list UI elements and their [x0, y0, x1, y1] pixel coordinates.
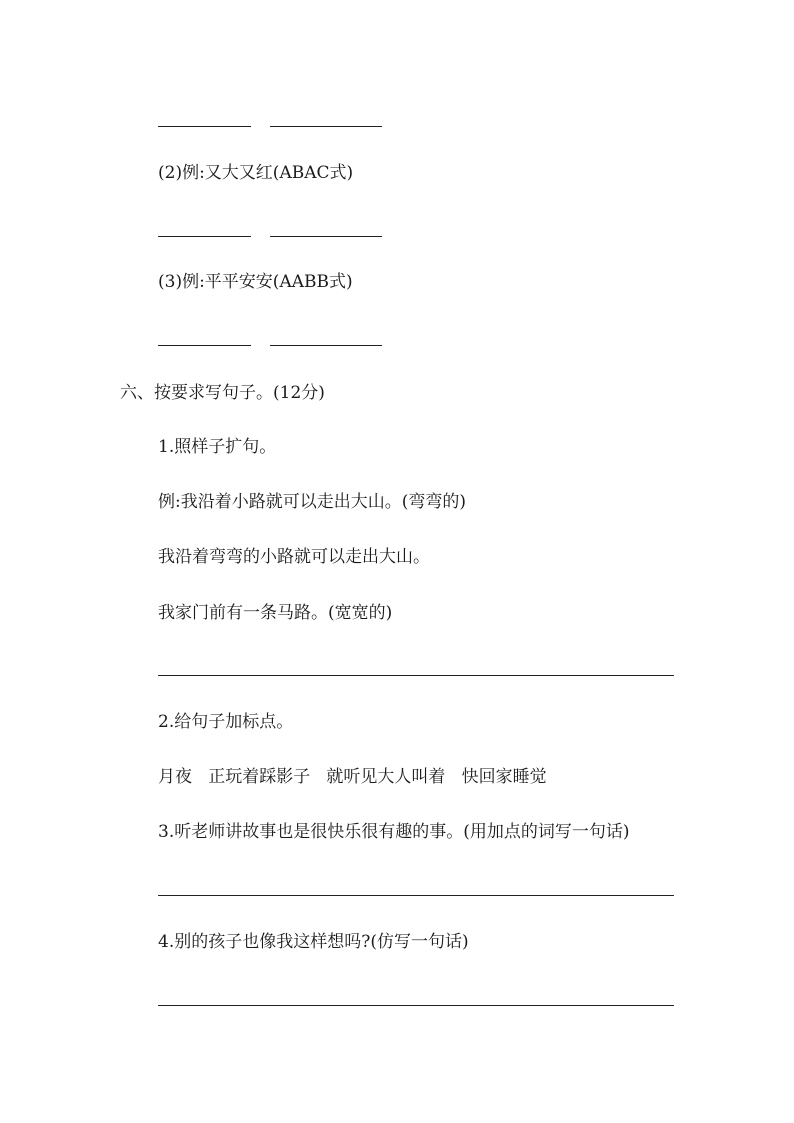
q2-instruction: 2.给句子加标点。 [158, 712, 294, 732]
q3-example: (3)例:平平安安(AABB式) [158, 272, 353, 292]
q2-example: (2)例:又大又红(ABAC式) [158, 163, 354, 183]
answer-blank[interactable] [270, 126, 382, 127]
answer-line[interactable] [158, 895, 674, 896]
answer-line[interactable] [158, 675, 674, 676]
q2-sentence: 月夜 正玩着踩影子 就听见大人叫着 快回家睡觉 [158, 767, 547, 787]
answer-blank[interactable] [158, 126, 251, 127]
q1-instruction: 1.照样子扩句。 [158, 437, 277, 457]
answer-blank[interactable] [158, 236, 251, 237]
section-heading: 六、按要求写句子。(12分) [120, 383, 325, 403]
answer-blank[interactable] [158, 345, 251, 346]
answer-line[interactable] [158, 1005, 674, 1006]
q1-example: 例:我沿着小路就可以走出大山。(弯弯的) [158, 492, 466, 512]
answer-blank[interactable] [270, 345, 382, 346]
q3-instruction: 3.听老师讲故事也是很快乐很有趣的事。(用加点的词写一句话) [158, 822, 630, 842]
q1-prompt: 我家门前有一条马路。(宽宽的) [158, 603, 393, 623]
q1-example-answer: 我沿着弯弯的小路就可以走出大山。 [158, 547, 430, 567]
answer-blank[interactable] [270, 236, 382, 237]
q4-instruction: 4.别的孩子也像我这样想吗?(仿写一句话) [158, 932, 469, 952]
